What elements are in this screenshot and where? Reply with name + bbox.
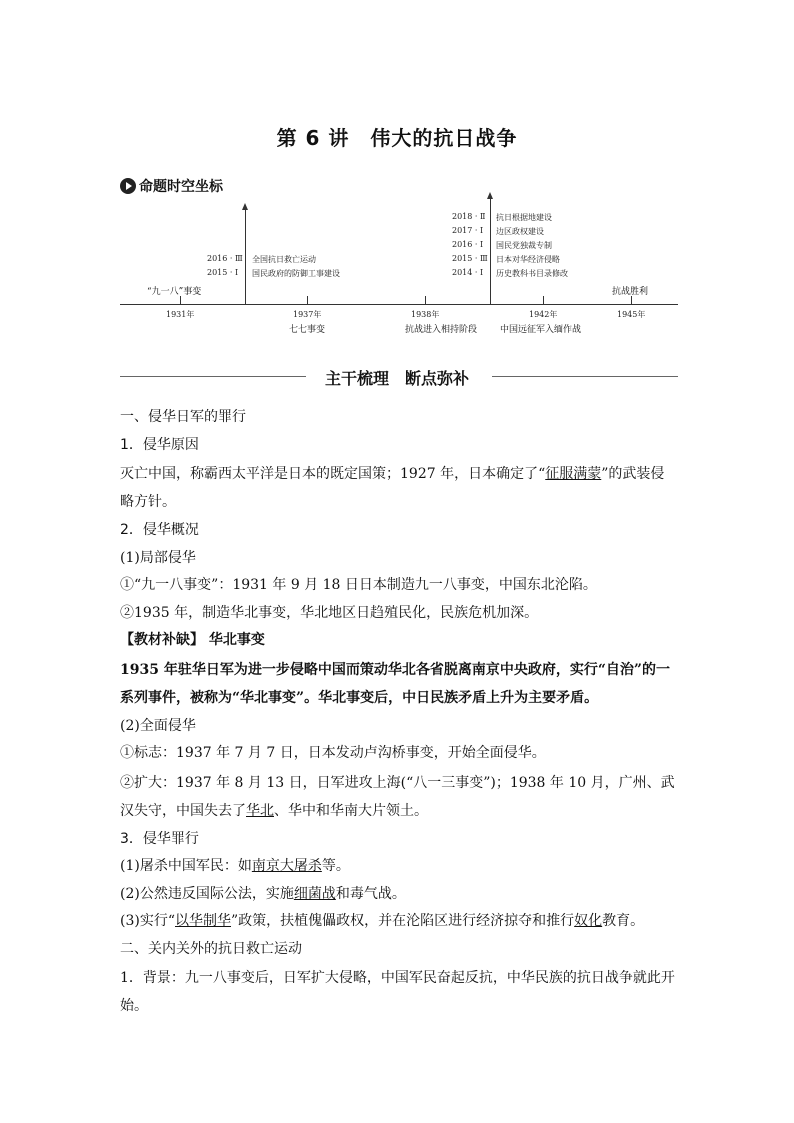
timeline-section-label — [120, 176, 223, 196]
exam-topic: 边区政权建设 — [496, 227, 544, 236]
note-body: 1935 年驻华日军为进一步侵略中国而策动华北各省脱离南京中央政府，实行“自治”的一系列事件，被称为“华北事变”。华北事变后，中日民族矛盾上升为主要矛盾。 — [120, 661, 670, 706]
tick-year: 1937年 — [293, 310, 322, 319]
exam-topic: 历史教科书目录修改 — [496, 269, 568, 278]
tick-year: 1942年 — [529, 310, 558, 319]
underlined-term: 奴化 — [574, 913, 603, 929]
exam-tag: 2017 · Ⅰ — [452, 226, 484, 235]
note-heading: 【教材补缺】 华北事变 — [120, 632, 265, 648]
subheading: 1．侵华原因 — [120, 436, 199, 453]
text: ”的武装侵略方针。 — [120, 466, 665, 510]
exam-tag: 2015 · Ⅰ — [207, 268, 239, 277]
tick-year: 1945年 — [617, 310, 646, 319]
text: 和毒气战。 — [335, 885, 406, 902]
exam-tag: 2016 · Ⅰ — [452, 240, 484, 249]
text: 灭亡中国，称霸西太平洋是日本的既定国策；1927 年，日本确定了“ — [120, 466, 546, 482]
paragraph: ②1935 年，制造华北事变，华北地区日趋殖民化，民族危机加深。 — [120, 604, 539, 621]
tick-year: 1938年 — [411, 310, 440, 319]
tick-event: 抗战进入相持阶段 — [405, 325, 478, 335]
exam-topic: 抗日根据地建设 — [496, 213, 552, 222]
tick-1942 — [543, 296, 544, 304]
tick-1931 — [180, 296, 181, 304]
exam-topic: 国民党独裁专制 — [496, 241, 552, 250]
text: 等。 — [321, 858, 350, 874]
text: 、华中和华南大片领土。 — [274, 802, 428, 819]
text: 教育。 — [602, 913, 645, 929]
timeline-end-label: 抗战胜利 — [612, 287, 649, 297]
heading: 二、关内关外的抗日救亡运动 — [120, 940, 302, 957]
arrow-up-icon — [242, 203, 248, 210]
divider-title: 主干梳理 断点弥补 — [324, 369, 469, 388]
timeline-top-label: “九一八”事变 — [147, 287, 202, 297]
exam-tag: 2018 · Ⅱ — [452, 212, 486, 221]
heading: 一、侵华日军的罪行 — [120, 409, 246, 425]
paragraph — [120, 882, 676, 908]
timeline-arrow-right — [490, 197, 491, 305]
paragraph — [120, 769, 676, 825]
tick-1937 — [307, 296, 308, 304]
arrow-up-icon — [487, 192, 493, 199]
exam-topic: 全国抗日救亡运动 — [252, 255, 316, 264]
timeline-arrow-left — [245, 208, 246, 305]
tick-event: 七七事变 — [289, 325, 326, 335]
tick-event: 中国远征军入缅作战 — [500, 325, 582, 335]
underlined-term: 征服满蒙 — [545, 466, 602, 482]
timeline-axis — [120, 304, 678, 305]
text: (2)公然违反国际公法，实施 — [120, 885, 294, 902]
paragraph: (2)全面侵华 — [120, 717, 196, 734]
underlined-term: 以华制华 — [175, 913, 231, 929]
paragraph — [120, 460, 676, 516]
text: (1)屠杀中国军民：如 — [120, 858, 252, 874]
divider-right — [492, 376, 678, 377]
exam-topic: 国民政府的防御工事建设 — [252, 269, 340, 278]
exam-tag: 2015 · Ⅲ — [452, 254, 488, 263]
play-icon — [120, 178, 136, 194]
main-content — [120, 405, 676, 1020]
subheading: 3．侵华罪行 — [120, 830, 199, 847]
text: ②扩大：1937 年 8 月 13 日，日军进攻上海(“八一三事变”)；1938 年 10 月，广州、武汉失守，中国失去了 — [120, 774, 675, 819]
paragraph: ①“九一八事变”：1931 年 9 月 18 日日本制造九一八事变，中国东北沦陷。 — [120, 577, 597, 593]
page-title: 第 6 讲 伟大的抗日战争 — [276, 126, 518, 150]
underlined-term: 南京大屠杀 — [251, 858, 322, 874]
paragraph — [120, 909, 676, 935]
tick-1938 — [425, 296, 426, 304]
text: ”政策，扶植傀儡政权，并在沦陷区进行经济掠夺和推行 — [231, 913, 575, 929]
paragraph: 1．背景：九一八事变后，日军扩大侵略，中国军民奋起反抗，中华民族的抗日战争就此开始。 — [120, 970, 675, 1014]
timeline-section-text: 命题时空坐标 — [139, 179, 223, 195]
underlined-term: 细菌战 — [293, 885, 336, 902]
paragraph: (1)局部侵华 — [120, 549, 196, 566]
paragraph: ①标志：1937 年 7 月 7 日，日本发动卢沟桥事变，开始全面侵华。 — [120, 745, 546, 761]
exam-tag: 2014 · Ⅰ — [452, 268, 484, 277]
tick-1945 — [631, 296, 632, 304]
subheading: 2．侵华概况 — [120, 522, 199, 538]
paragraph — [120, 854, 676, 880]
text: (3)实行“ — [120, 913, 175, 929]
exam-topic: 日本对华经济侵略 — [496, 255, 560, 264]
exam-tag: 2016 · Ⅲ — [207, 254, 243, 263]
underlined-term: 华北 — [246, 802, 274, 819]
tick-year: 1931年 — [166, 310, 195, 319]
